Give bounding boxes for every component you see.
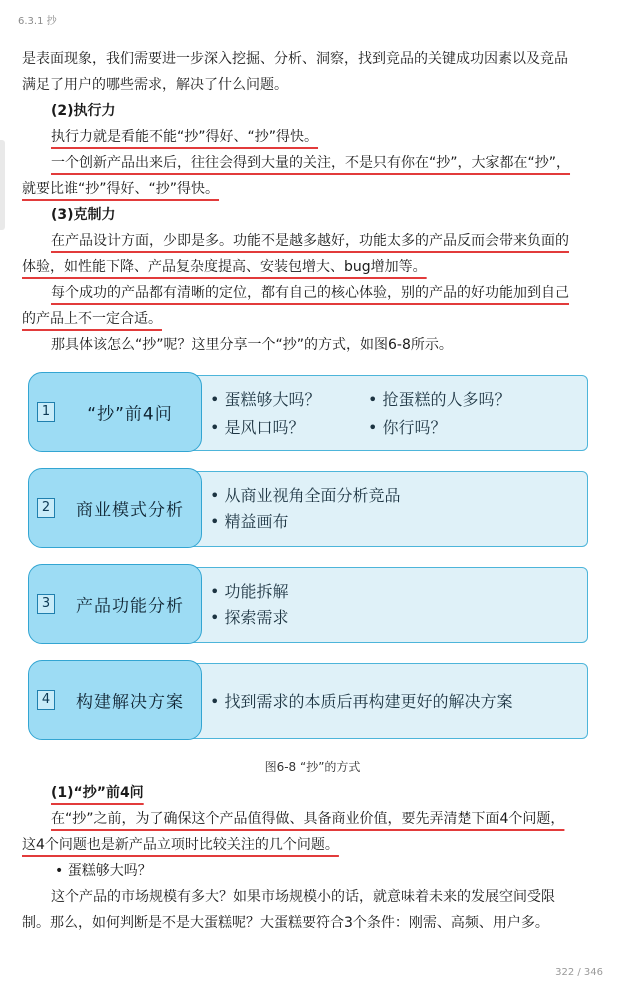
step-title: “抄”前4问 (87, 404, 173, 425)
side-drawer-handle[interactable] (0, 140, 5, 230)
underlined-text[interactable]: 的产品上不一定合适。 (22, 311, 162, 327)
underlined-text[interactable]: 每个成功的产品都有清晰的定位，都有自己的核心体验，别的产品的好功能加到自己 (51, 285, 569, 301)
underlined-text[interactable]: 这4个问题也是新产品立项时比较关注的几个问题。 (22, 837, 339, 853)
underlined-text[interactable]: 一个创新产品出来后，往往会得到大量的关注，不是只有你在“抄”，大家都在“抄”， (51, 155, 571, 171)
paragraph-line: 那具体该怎么“抄”呢？这里分享一个“抄”的方式，如图6-8所示。 (51, 337, 453, 353)
row-title-box (28, 660, 202, 740)
bullet-item: • 从商业视角全面分析竞品 (210, 486, 401, 505)
underlined-text[interactable]: 体验，如性能下降、产品复杂度提高、安装包增大、bug增加等。 (22, 259, 427, 275)
bullet-item: • 找到需求的本质后再构建更好的解决方案 (210, 692, 513, 711)
bullet-item: • 你行吗？ (368, 418, 447, 437)
underlined-text[interactable]: 在产品设计方面，少即是多。功能不是越多越好，功能太多的产品反而会带来负面的 (51, 233, 569, 249)
diagram-row-1 (28, 375, 588, 451)
paragraph-line: 是表面现象，我们需要进一步深入挖掘、分析、洞察，找到竞品的关键成功因素以及竞品 (22, 51, 568, 67)
underlined-text[interactable]: 就要比谁“抄”得好、“抄”得快。 (22, 181, 220, 197)
bullet-item: • 精益画布 (210, 512, 289, 531)
figure-caption: 图6-8 “抄”的方式 (264, 760, 361, 774)
page-number: 322 / 346 (555, 967, 603, 978)
underlined-heading[interactable]: (1)“抄”前4问 (51, 785, 144, 801)
step-number: 3 (37, 594, 55, 614)
step-title: 构建解决方案 (76, 692, 184, 713)
bullet-item: • 蛋糕够大吗？ (55, 863, 152, 879)
step-title: 产品功能分析 (76, 596, 184, 617)
paragraph-line: 这个产品的市场规模有多大？如果市场规模小的话，就意味着未来的发展空间受限 (51, 889, 555, 905)
step-number: 2 (37, 498, 55, 518)
underlined-text[interactable]: 执行力就是看能不能“抄”得好、“抄”得快。 (51, 129, 319, 145)
step-title: 商业模式分析 (76, 500, 184, 521)
bullet-item: • 探索需求 (210, 608, 289, 627)
step-number: 4 (37, 690, 55, 710)
underlined-text[interactable]: 在“抄”之前，为了确保这个产品值得做、具备商业价值，要先弄清楚下面4个问题， (51, 811, 565, 827)
diagram-row-3 (28, 567, 588, 643)
row-title-box (28, 468, 202, 548)
diagram-row-2 (28, 471, 588, 547)
row-title-box (28, 372, 202, 452)
bullet-item: • 蛋糕够大吗？ (210, 390, 321, 409)
bullet-item: • 抢蛋糕的人多吗？ (368, 390, 511, 409)
bullet-item: • 功能拆解 (210, 582, 289, 601)
copy-method-diagram (28, 365, 588, 750)
heading-execution: (2)执行力 (51, 103, 116, 119)
step-number: 1 (37, 402, 55, 422)
paragraph-line: 制。那么，如何判断是不是大蛋糕呢？大蛋糕要符合3个条件：刚需、高频、用户多。 (22, 915, 549, 931)
diagram-row-4 (28, 663, 588, 739)
row-title-box (28, 564, 202, 644)
section-header: 6.3.1 抄 (18, 16, 57, 27)
bullet-item: • 是风口吗？ (210, 418, 305, 437)
heading-restraint: (3)克制力 (51, 207, 116, 223)
paragraph-line: 满足了用户的哪些需求，解决了什么问题。 (22, 77, 288, 93)
